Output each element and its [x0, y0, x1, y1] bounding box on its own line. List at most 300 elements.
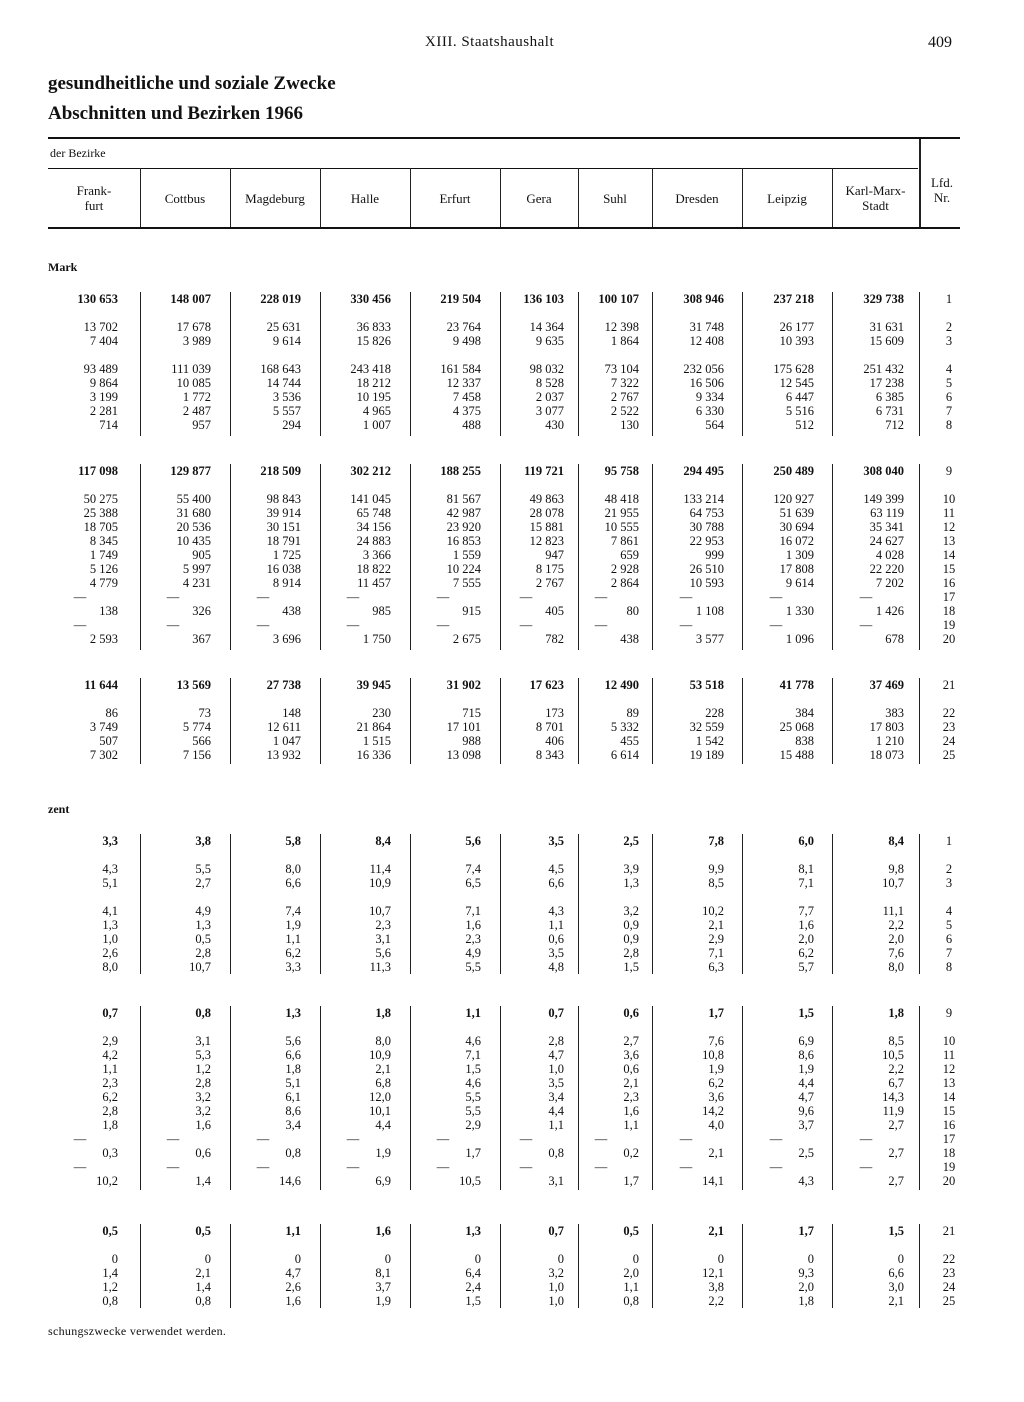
- page-header-section: XIII. Staatshaushalt: [425, 34, 555, 50]
- percent-cell: 1,1: [285, 1224, 301, 1238]
- mark-cell: —: [436, 618, 450, 632]
- percent-cell: 8,0: [375, 1034, 391, 1048]
- percent-cell: 0,7: [548, 1224, 564, 1238]
- mark-cell: 3 989: [182, 334, 211, 348]
- percent-cell: 1,9: [375, 1146, 391, 1160]
- percent-cell: 4,2: [102, 1048, 118, 1062]
- percent-cell: 8,5: [708, 876, 724, 890]
- mark-cell: —: [256, 590, 270, 604]
- column-divider: [652, 168, 653, 227]
- mark-cell: 6 385: [875, 390, 904, 404]
- block-divider: [652, 464, 653, 650]
- percent-cell: 11,3: [369, 960, 391, 974]
- percent-cell: —: [73, 1132, 87, 1146]
- block-divider: [320, 292, 321, 436]
- block-divider: [410, 678, 411, 764]
- percent-cell: —: [519, 1160, 533, 1174]
- percent-cell: 0: [717, 1252, 724, 1266]
- mark-cell: 915: [462, 604, 481, 618]
- mark-cell: 20 536: [176, 520, 211, 534]
- percent-cell: 1,6: [375, 1224, 391, 1238]
- mark-cell: 32 559: [689, 720, 724, 734]
- percent-cell: 7,7: [798, 904, 814, 918]
- percent-cell: 4,5: [548, 862, 564, 876]
- percent-cell: 2,1: [623, 1076, 639, 1090]
- percent-cell: 3,2: [548, 1266, 564, 1280]
- percent-cell: 14,6: [279, 1174, 301, 1188]
- percent-row-number: 19: [942, 1160, 956, 1174]
- mark-cell: —: [256, 618, 270, 632]
- mark-cell: 111 039: [171, 362, 211, 376]
- percent-cell: 8,4: [375, 834, 391, 848]
- block-divider: [742, 1224, 743, 1308]
- mark-cell: 430: [545, 418, 564, 432]
- percent-cell: 2,9: [708, 932, 724, 946]
- mark-cell: 39 914: [266, 506, 301, 520]
- percent-cell: 1,6: [465, 918, 481, 932]
- percent-cell: 12,0: [369, 1090, 391, 1104]
- mark-row-number: 20: [942, 632, 956, 646]
- mark-cell: —: [519, 590, 533, 604]
- mark-cell: 405: [545, 604, 564, 618]
- mark-cell: 406: [545, 734, 564, 748]
- mark-cell: 9 864: [89, 376, 118, 390]
- percent-cell: 11,1: [882, 904, 904, 918]
- mark-cell: 117 098: [78, 464, 118, 478]
- mark-cell: 7 156: [182, 748, 211, 762]
- percent-cell: 1,0: [102, 932, 118, 946]
- percent-cell: 4,6: [465, 1076, 481, 1090]
- percent-cell: 3,7: [798, 1118, 814, 1132]
- block-divider: [652, 1224, 653, 1308]
- percent-cell: 5,1: [102, 876, 118, 890]
- percent-cell: 1,1: [285, 932, 301, 946]
- block-divider: [410, 1006, 411, 1190]
- mark-cell: 1 047: [272, 734, 301, 748]
- percent-cell: 0: [204, 1252, 211, 1266]
- mark-cell: —: [859, 618, 873, 632]
- nr-column-header: Lfd. Nr.: [930, 175, 954, 205]
- block-divider: [919, 834, 920, 974]
- mark-cell: 2 593: [89, 632, 118, 646]
- percent-cell: 6,2: [102, 1090, 118, 1104]
- percent-cell: 8,6: [285, 1104, 301, 1118]
- column-divider: [578, 168, 579, 227]
- block-divider: [832, 292, 833, 436]
- percent-cell: 3,2: [195, 1090, 211, 1104]
- percent-row-number: 14: [942, 1090, 956, 1104]
- column-divider: [410, 168, 411, 227]
- percent-cell: 4,3: [548, 904, 564, 918]
- mark-cell: 12 545: [779, 376, 814, 390]
- percent-cell: 3,1: [375, 932, 391, 946]
- column-header: Halle: [350, 190, 380, 206]
- mark-cell: 31 748: [689, 320, 724, 334]
- percent-cell: 2,1: [195, 1266, 211, 1280]
- mark-cell: 17 808: [779, 562, 814, 576]
- percent-cell: 5,5: [195, 862, 211, 876]
- percent-cell: 1,8: [888, 1006, 904, 1020]
- mark-cell: 23 920: [446, 520, 481, 534]
- block-divider: [230, 1224, 231, 1308]
- percent-cell: 7,1: [465, 904, 481, 918]
- percent-cell: 4,3: [102, 862, 118, 876]
- percent-cell: 2,5: [623, 834, 639, 848]
- mark-cell: —: [679, 618, 693, 632]
- mark-row-number: 5: [945, 376, 953, 390]
- mark-cell: 15 826: [356, 334, 391, 348]
- percent-cell: 5,6: [465, 834, 481, 848]
- percent-cell: 2,3: [102, 1076, 118, 1090]
- percent-cell: 2,2: [888, 918, 904, 932]
- percent-cell: 0,5: [195, 1224, 211, 1238]
- percent-cell: 6,2: [798, 946, 814, 960]
- mark-cell: 23 764: [446, 320, 481, 334]
- percent-row-number: 10: [942, 1034, 956, 1048]
- block-divider: [832, 1224, 833, 1308]
- mark-cell: 243 418: [350, 362, 391, 376]
- mark-row-number: 11: [942, 506, 956, 520]
- percent-cell: 3,0: [888, 1280, 904, 1294]
- percent-cell: 0,6: [623, 1006, 639, 1020]
- column-header: Karl-Marx- Stadt: [845, 183, 906, 213]
- percent-cell: 6,8: [375, 1076, 391, 1090]
- mark-cell: 2 281: [89, 404, 118, 418]
- percent-cell: 1,7: [623, 1174, 639, 1188]
- percent-cell: 1,2: [102, 1280, 118, 1294]
- mark-cell: 564: [705, 418, 724, 432]
- block-divider: [832, 834, 833, 974]
- percent-cell: 8,0: [102, 960, 118, 974]
- percent-cell: 3,2: [623, 904, 639, 918]
- mark-cell: 31 631: [869, 320, 904, 334]
- mark-row-number: 3: [945, 334, 953, 348]
- percent-cell: —: [594, 1160, 608, 1174]
- mark-cell: 10 085: [176, 376, 211, 390]
- percent-cell: 0: [807, 1252, 814, 1266]
- percent-cell: 0,9: [623, 918, 639, 932]
- percent-cell: 7,1: [465, 1048, 481, 1062]
- mark-cell: —: [859, 590, 873, 604]
- mark-cell: 3 366: [362, 548, 391, 562]
- mark-row-number: 17: [942, 590, 956, 604]
- mark-cell: 714: [99, 418, 118, 432]
- mark-cell: 3 577: [695, 632, 724, 646]
- percent-cell: 7,4: [465, 862, 481, 876]
- percent-row-number: 25: [942, 1294, 956, 1308]
- percent-cell: 2,0: [888, 932, 904, 946]
- mark-cell: 73 104: [604, 362, 639, 376]
- mark-cell: 16 853: [446, 534, 481, 548]
- percent-cell: 4,6: [465, 1034, 481, 1048]
- block-divider: [410, 1224, 411, 1308]
- mark-cell: 8 914: [272, 576, 301, 590]
- percent-cell: 0: [557, 1252, 564, 1266]
- mark-cell: 80: [626, 604, 639, 618]
- column-header: Erfurt: [439, 190, 471, 206]
- mark-cell: 5 997: [182, 562, 211, 576]
- mark-row-number: 15: [942, 562, 956, 576]
- percent-cell: 8,0: [888, 960, 904, 974]
- percent-cell: 2,8: [195, 1076, 211, 1090]
- percent-cell: 3,8: [195, 834, 211, 848]
- block-divider: [652, 1006, 653, 1190]
- mark-cell: 25 631: [266, 320, 301, 334]
- mark-cell: 3 536: [272, 390, 301, 404]
- mark-cell: 17 803: [869, 720, 904, 734]
- mark-cell: 129 877: [170, 464, 211, 478]
- percent-cell: 0,7: [548, 1006, 564, 1020]
- mark-cell: 26 177: [779, 320, 814, 334]
- mark-cell: 1 864: [610, 334, 639, 348]
- percent-cell: 1,0: [548, 1294, 564, 1308]
- mark-row-number: 22: [942, 706, 956, 720]
- column-divider: [230, 168, 231, 227]
- percent-cell: 9,8: [888, 862, 904, 876]
- mark-cell: 64 753: [689, 506, 724, 520]
- block-divider: [320, 1224, 321, 1308]
- percent-cell: 2,4: [465, 1280, 481, 1294]
- mark-cell: 1 309: [785, 548, 814, 562]
- percent-cell: 1,9: [798, 1062, 814, 1076]
- mark-cell: 329 738: [863, 292, 904, 306]
- percent-cell: 2,7: [195, 876, 211, 890]
- mark-cell: 24 883: [356, 534, 391, 548]
- percent-cell: 3,5: [548, 834, 564, 848]
- percent-row-number: 1: [945, 834, 953, 848]
- mark-cell: 21 955: [604, 506, 639, 520]
- mark-cell: 7 555: [452, 576, 481, 590]
- block-divider: [230, 292, 231, 436]
- percent-cell: 0: [897, 1252, 904, 1266]
- percent-cell: 2,7: [623, 1034, 639, 1048]
- column-divider: [320, 168, 321, 227]
- percent-row-number: 24: [942, 1280, 956, 1294]
- percent-cell: 10,7: [882, 876, 904, 890]
- percent-cell: 0: [632, 1252, 639, 1266]
- percent-cell: 3,9: [623, 862, 639, 876]
- block-divider: [578, 1224, 579, 1308]
- percent-cell: 0,8: [102, 1294, 118, 1308]
- percent-row-number: 3: [945, 876, 953, 890]
- percent-cell: 1,3: [623, 876, 639, 890]
- percent-cell: —: [73, 1160, 87, 1174]
- percent-cell: 0,3: [102, 1146, 118, 1160]
- percent-cell: 10,5: [882, 1048, 904, 1062]
- percent-cell: 1,5: [888, 1224, 904, 1238]
- mark-cell: —: [346, 590, 360, 604]
- mark-cell: 130 653: [77, 292, 118, 306]
- percent-row-number: 21: [942, 1224, 956, 1238]
- mark-cell: 1 515: [362, 734, 391, 748]
- mark-cell: 26 510: [689, 562, 724, 576]
- mark-cell: 21 864: [356, 720, 391, 734]
- mark-row-number: 10: [942, 492, 956, 506]
- block-divider: [140, 292, 141, 436]
- mark-cell: —: [166, 590, 180, 604]
- mark-cell: 4 231: [182, 576, 211, 590]
- mark-cell: 18 705: [83, 520, 118, 534]
- page-number: 409: [928, 34, 952, 51]
- mark-cell: 148 007: [170, 292, 211, 306]
- mark-cell: 4 779: [89, 576, 118, 590]
- percent-cell: 1,3: [285, 1006, 301, 1020]
- mark-cell: 55 400: [176, 492, 211, 506]
- mark-row-number: 2: [945, 320, 953, 334]
- column-header: Gera: [526, 190, 552, 206]
- block-divider: [578, 1006, 579, 1190]
- percent-cell: —: [346, 1132, 360, 1146]
- mark-row-number: 8: [945, 418, 953, 432]
- mark-cell: 228: [705, 706, 724, 720]
- mark-cell: 51 639: [779, 506, 814, 520]
- percent-cell: 1,3: [102, 918, 118, 932]
- percent-cell: 2,6: [285, 1280, 301, 1294]
- percent-cell: 1,3: [195, 918, 211, 932]
- footnote: schungszwecke verwendet werden.: [48, 1324, 227, 1338]
- percent-cell: 1,1: [465, 1006, 481, 1020]
- percent-cell: 6,6: [285, 876, 301, 890]
- mark-cell: —: [769, 618, 783, 632]
- percent-cell: 2,8: [548, 1034, 564, 1048]
- percent-cell: —: [594, 1132, 608, 1146]
- mark-cell: 7 861: [610, 534, 639, 548]
- block-divider: [832, 1006, 833, 1190]
- mark-cell: 18 822: [356, 562, 391, 576]
- percent-cell: 1,6: [195, 1118, 211, 1132]
- percent-cell: 14,1: [702, 1174, 724, 1188]
- percent-cell: 7,6: [708, 1034, 724, 1048]
- percent-cell: 2,7: [888, 1118, 904, 1132]
- percent-cell: 1,8: [102, 1118, 118, 1132]
- percent-cell: 1,8: [798, 1294, 814, 1308]
- mark-cell: 73: [198, 706, 211, 720]
- mark-cell: 18 791: [266, 534, 301, 548]
- percent-cell: 0,8: [548, 1146, 564, 1160]
- mark-cell: 10 224: [446, 562, 481, 576]
- percent-row-number: 22: [942, 1252, 956, 1266]
- column-divider: [500, 168, 501, 227]
- mark-cell: 9 614: [785, 576, 814, 590]
- mark-cell: 10 555: [604, 520, 639, 534]
- mark-cell: 999: [705, 548, 724, 562]
- block-divider: [140, 834, 141, 974]
- mark-cell: 230: [372, 706, 391, 720]
- mark-cell: 957: [192, 418, 211, 432]
- percent-cell: 2,3: [465, 932, 481, 946]
- percent-cell: 1,5: [465, 1062, 481, 1076]
- mark-cell: —: [594, 618, 608, 632]
- mark-cell: 8 343: [535, 748, 564, 762]
- mark-cell: 28 078: [529, 506, 564, 520]
- percent-cell: 2,8: [195, 946, 211, 960]
- column-divider: [742, 168, 743, 227]
- mark-cell: 17 678: [176, 320, 211, 334]
- mark-cell: 326: [192, 604, 211, 618]
- percent-cell: —: [436, 1160, 450, 1174]
- mark-cell: 678: [885, 632, 904, 646]
- mark-cell: 367: [192, 632, 211, 646]
- percent-cell: 3,7: [375, 1280, 391, 1294]
- column-header: Cottbus: [164, 190, 206, 206]
- percent-cell: 1,8: [285, 1062, 301, 1076]
- percent-cell: 3,4: [285, 1118, 301, 1132]
- percent-cell: 10,1: [369, 1104, 391, 1118]
- percent-cell: 10,9: [369, 1048, 391, 1062]
- mark-cell: 455: [620, 734, 639, 748]
- percent-cell: 0: [474, 1252, 481, 1266]
- block-divider: [578, 464, 579, 650]
- percent-cell: 2,2: [708, 1294, 724, 1308]
- block-divider: [320, 464, 321, 650]
- percent-cell: 2,3: [375, 918, 391, 932]
- mark-cell: 715: [462, 706, 481, 720]
- percent-cell: 6,6: [285, 1048, 301, 1062]
- mark-cell: 302 212: [350, 464, 391, 478]
- mark-row-number: 12: [942, 520, 956, 534]
- mark-cell: 4 028: [875, 548, 904, 562]
- percent-cell: 6,1: [285, 1090, 301, 1104]
- percent-cell: 3,3: [102, 834, 118, 848]
- percent-cell: —: [859, 1132, 873, 1146]
- block-divider: [320, 834, 321, 974]
- mark-cell: 7 302: [89, 748, 118, 762]
- percent-cell: 3,5: [548, 1076, 564, 1090]
- mark-cell: 136 103: [523, 292, 564, 306]
- percent-cell: —: [346, 1160, 360, 1174]
- block-divider: [230, 834, 231, 974]
- block-divider: [500, 678, 501, 764]
- mark-cell: 16 506: [689, 376, 724, 390]
- mark-cell: 93 489: [83, 362, 118, 376]
- percent-cell: 7,1: [708, 946, 724, 960]
- percent-cell: 0,9: [623, 932, 639, 946]
- percent-cell: 3,6: [708, 1090, 724, 1104]
- mark-cell: 12 490: [604, 678, 639, 692]
- percent-row-number: 8: [945, 960, 953, 974]
- block-divider: [652, 834, 653, 974]
- percent-cell: 9,6: [798, 1104, 814, 1118]
- mark-row-number: 23: [942, 720, 956, 734]
- mark-cell: 13 569: [176, 678, 211, 692]
- percent-cell: 1,3: [465, 1224, 481, 1238]
- block-divider: [410, 464, 411, 650]
- percent-cell: 14,3: [882, 1090, 904, 1104]
- percent-cell: 0,8: [195, 1006, 211, 1020]
- percent-cell: 12,1: [702, 1266, 724, 1280]
- mark-cell: 294 495: [683, 464, 724, 478]
- mark-cell: 173: [545, 706, 564, 720]
- mark-cell: 838: [795, 734, 814, 748]
- mark-cell: 2 928: [610, 562, 639, 576]
- mark-cell: 507: [99, 734, 118, 748]
- percent-cell: 2,1: [375, 1062, 391, 1076]
- column-divider: [140, 168, 141, 227]
- block-divider: [320, 1006, 321, 1190]
- percent-cell: 2,5: [798, 1146, 814, 1160]
- mark-cell: 2 522: [610, 404, 639, 418]
- mark-cell: 133 214: [683, 492, 724, 506]
- block-divider: [230, 464, 231, 650]
- percent-cell: 3,4: [548, 1090, 564, 1104]
- mark-cell: 2 487: [182, 404, 211, 418]
- percent-cell: 2,1: [708, 1224, 724, 1238]
- percent-cell: 2,7: [888, 1146, 904, 1160]
- mark-cell: 30 151: [266, 520, 301, 534]
- block-divider: [652, 678, 653, 764]
- percent-cell: 8,0: [285, 862, 301, 876]
- percent-cell: 4,9: [465, 946, 481, 960]
